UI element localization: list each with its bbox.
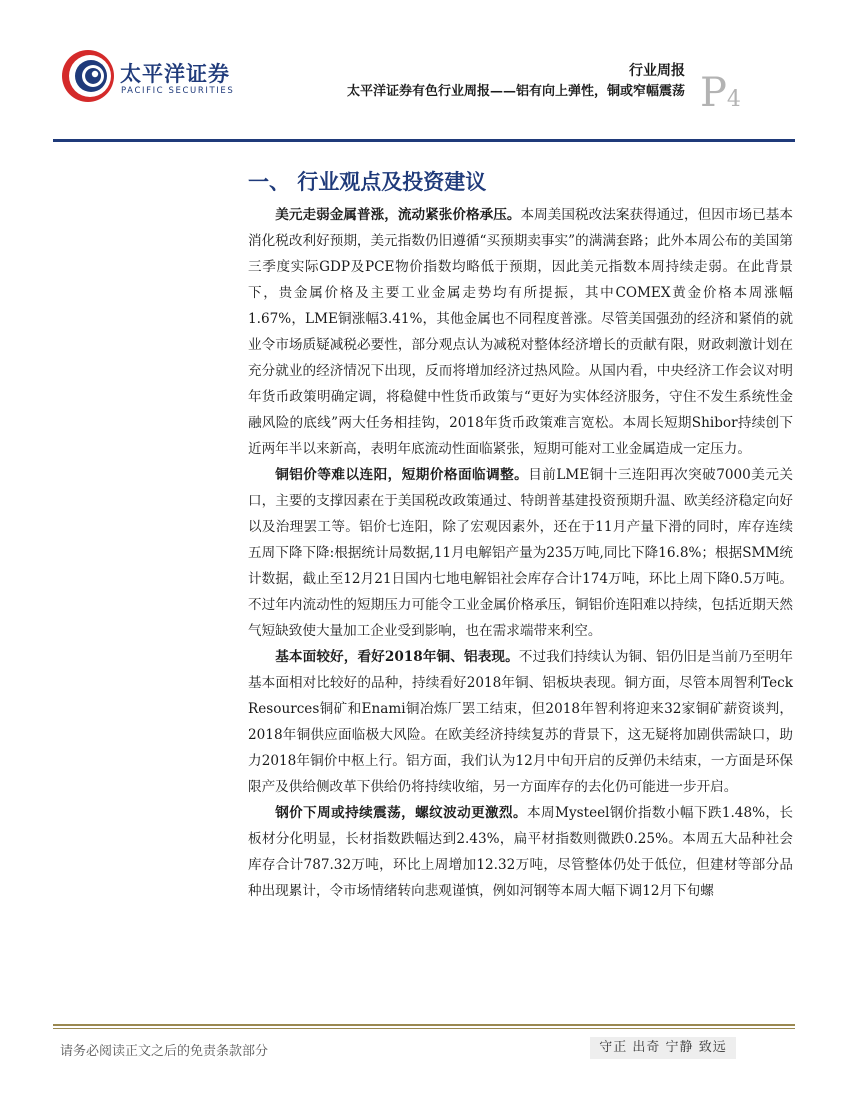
paragraph-lead: 基本面较好，看好2018年铜、铝表现。 — [275, 649, 519, 665]
company-logo — [60, 48, 260, 104]
footer-motto: 守正 出奇 宁静 致远 — [590, 1037, 736, 1059]
section-heading: 一、 行业观点及投资建议 — [248, 170, 487, 194]
paragraph — [248, 800, 793, 904]
page-digit: 4 — [726, 87, 741, 112]
paragraph-text: 本周Mysteel钢价指数小幅下跌1.48%，长板材分化明显，长材指数跌幅达到2.43%，扁平材指数则微跌0.25%。本周五大品种社会库存合计787.32万吨，环比上周增加12.32万吨，尽管整体仍处于低位，但建材等部分品种出现累计，令市场情绪转向悲观谨慎，例如河钢等本周大幅下调12月下旬螺 — [248, 805, 793, 899]
footer-divider-thin — [53, 1028, 795, 1029]
paragraph — [248, 644, 793, 800]
body-text — [248, 202, 793, 904]
paragraph-text: 目前LME铜十三连阳再次突破7000美元关口，主要的支撑因素在于美国税改政策通过、特朗普基建投资预期升温、欧美经济稳定向好以及治理罢工等。铝价七连阳，除了宏观因素外，还在于11月产量下滑的同时，库存连续五周下降下降:根据统计局数据,11月电解铝产量为235万吨,同比下降16.8%；根据SMM统计数据，截止至12月21日国内七地电解铝社会库存合计174万吨，环比上周下降0.5万吨。不过年内流动性的短期压力可能令工业金属价格承压，铜铝价连阳难以持续，包括近期天然气短缺致使大量加工企业受到影响，也在需求端带来利空。 — [248, 467, 794, 639]
header-divider — [53, 139, 795, 142]
paragraph — [248, 202, 793, 462]
paragraph — [248, 462, 793, 644]
paragraph-lead: 美元走弱金属普涨，流动紧张价格承压。 — [275, 207, 521, 223]
paragraph-lead: 钢价下周或持续震荡，螺纹波动更激烈。 — [275, 805, 528, 821]
page-letter: P — [700, 70, 727, 116]
report-title: 太平洋证券有色行业周报——铝有向上弹性，铜或窄幅震荡 — [346, 84, 685, 99]
logo-chinese-name: 太平洋证券 — [120, 62, 230, 86]
page-number — [700, 70, 741, 116]
footer-divider — [53, 1024, 795, 1026]
pacific-securities-logo-icon — [60, 48, 116, 104]
paragraph-lead: 铜铝价等难以连阳，短期价格面临调整。 — [275, 467, 529, 483]
logo-english-name: PACIFIC SECURITIES — [121, 86, 235, 96]
paragraph-text: 不过我们持续认为铜、铝仍旧是当前乃至明年基本面相对比较好的品种，持续看好2018年铜、铝板块表现。铜方面，尽管本周智利Teck Resources铜矿和Enami铜冶炼厂罢工结束，但2018年智利将迎来32家铜矿薪资谈判，2018年铜供应面临极大风险。在欧美经济持续复苏的背景下，这无疑将加剧供需缺口，助力2018年铜价中枢上行。铝方面，我们认为12月中旬开启的反弹仍未结束，一方面是环保限产及供给侧改革下供给仍将持续收缩，另一方面库存的去化仍可能进一步开启。 — [248, 649, 793, 795]
report-type: 行业周报 — [629, 63, 685, 79]
paragraph-text: 本周美国税改法案获得通过，但因市场已基本消化税改利好预期，美元指数仍旧遵循“买预期卖事实”的满满套路；此外本周公布的美国第三季度实际GDP及PCE物价指数均略低于预期，因此美元指数本周持续走弱。在此背景下，贵金属价格及主要工业金属走势均有所提振，其中COMEX黄金价格本周涨幅1.67%，LME铜涨幅3.41%，其他金属也不同程度普涨。尽管美国强劲的经济和紧俏的就业令市场质疑减税必要性，部分观点认为减税对整体经济增长的贡献有限，财政刺激计划在充分就业的经济情况下出现，反而将增加经济过热风险。从国内看，中央经济工作会议对明年货币政策明确定调，将稳健中性货币政策与“更好为实体经济服务，守住不发生系统性金融风险的底线”两大任务相挂钩，2018年货币政策难言宽松。本周长短期Shibor持续创下近两年半以来新高，表明年底流动性面临紧张，短期可能对工业金属造成一定压力。 — [248, 207, 793, 457]
footer-disclaimer: 请务必阅读正文之后的免责条款部分 — [60, 1044, 269, 1059]
